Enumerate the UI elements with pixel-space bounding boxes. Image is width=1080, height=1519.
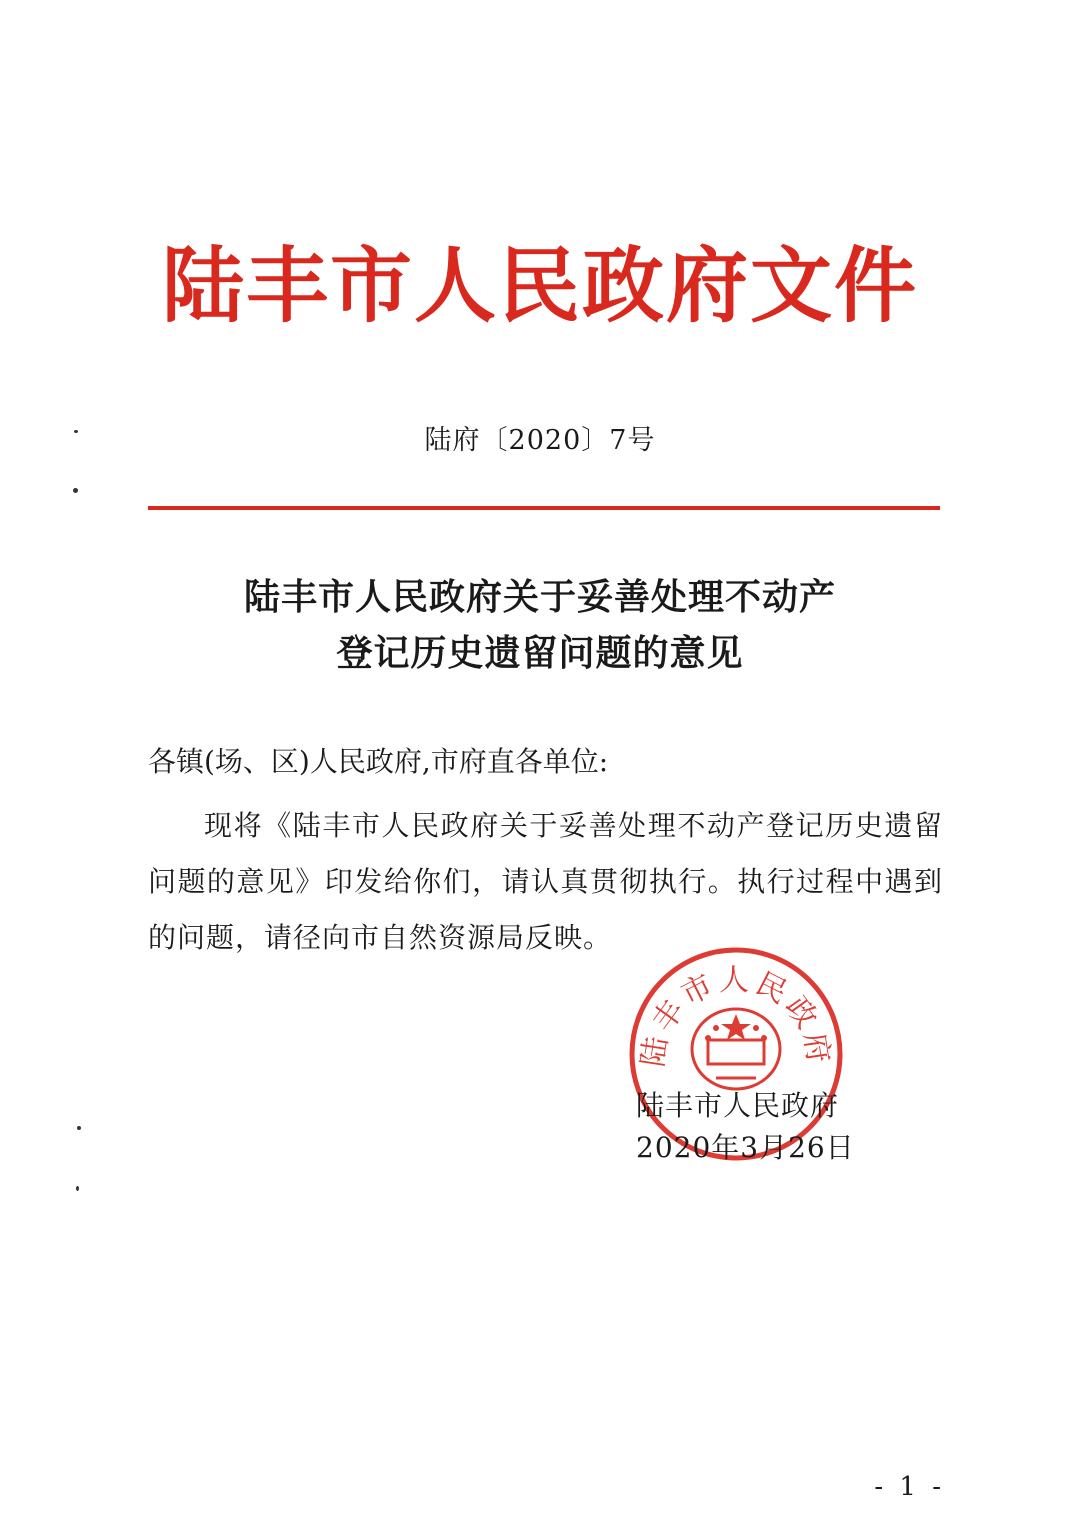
scan-speck	[74, 430, 78, 433]
document-title	[0, 570, 1080, 682]
signature-block	[636, 1085, 855, 1169]
svg-text:陆丰市人民政府: 陆丰市人民政府	[635, 963, 837, 1070]
body-paragraph: 现将《陆丰市人民政府关于妥善处理不动产登记历史遗留问题的意见》印发给你们，请认真贯彻执行。执行过程中遇到的问题，请径向市自然资源局反映。	[148, 809, 943, 954]
scan-speck	[76, 1186, 79, 1191]
issuer-name: 陆丰市人民政府	[636, 1089, 840, 1122]
document-title-line-2: 登记历史遗留问题的意见	[336, 633, 744, 674]
salutation: 各镇(场、区)人民政府,市府直各单位:	[148, 745, 609, 778]
scan-speck	[77, 1126, 81, 1130]
red-divider-line	[148, 506, 940, 510]
issue-date: 2020年3月26日	[636, 1131, 855, 1164]
document-title-line-1: 陆丰市人民政府关于妥善处理不动产	[243, 577, 836, 618]
document-number: 陆府〔2020〕7号	[424, 425, 656, 456]
scan-speck	[73, 488, 78, 493]
document-header-title: 陆丰市人民政府文件	[161, 239, 918, 334]
page-number: - 1 -	[874, 1472, 945, 1502]
